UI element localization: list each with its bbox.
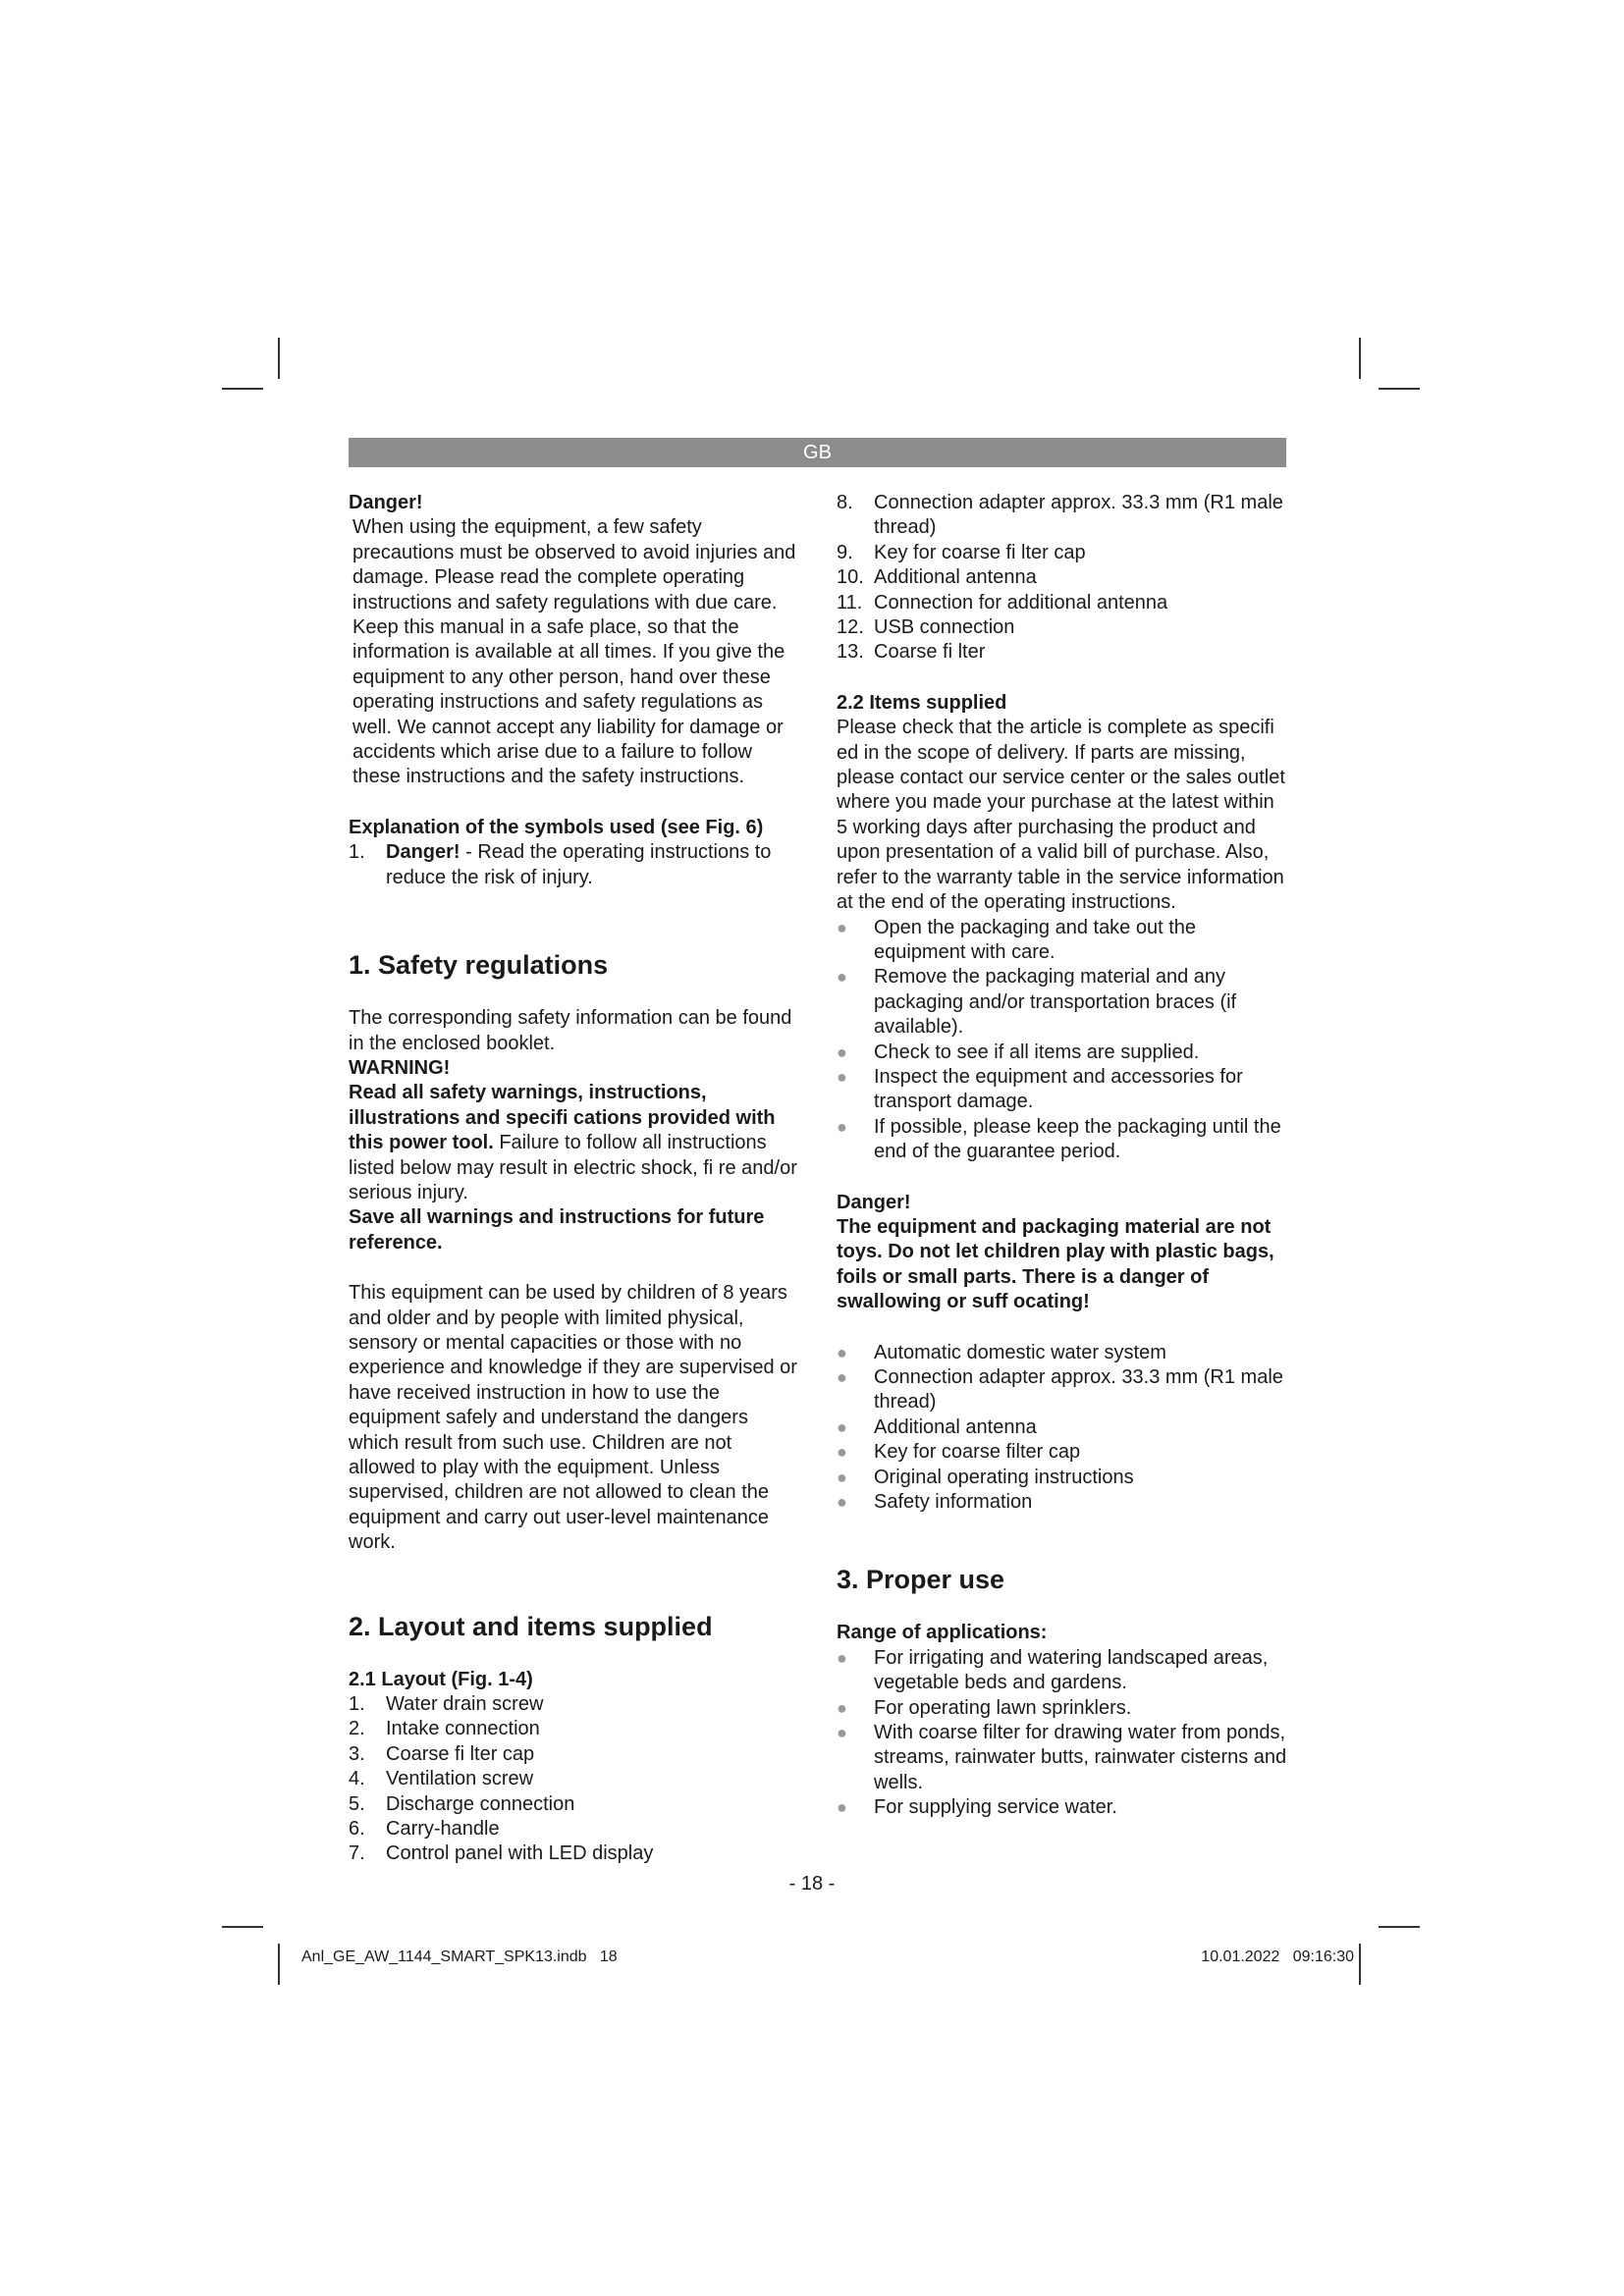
list-item-number: 3. (349, 1742, 365, 1765)
bullet-dot-icon: ● (837, 1116, 847, 1137)
list-item (837, 591, 1290, 615)
bullet-dot-icon: ● (837, 1442, 847, 1463)
list-item-text: With coarse filter for drawing water from ponds, streams, rainwater butts, rainwater cisterns and wells. (874, 1722, 1287, 1793)
layout-title: 2.1 Layout (Fig. 1-4) (349, 1668, 533, 1690)
list-item (837, 1466, 1290, 1490)
list-item-number: 4. (349, 1768, 365, 1790)
list-item-text: If possible, please keep the packaging until the end of the guarantee period. (874, 1115, 1281, 1163)
timestamp: 10.01.2022 09:16:30 (1201, 1949, 1354, 1965)
list-item-text: Additional antenna (874, 1415, 1037, 1438)
language-code: GB (803, 442, 832, 463)
list-item-text: Connection for additional antenna (874, 591, 1168, 614)
list-item (837, 640, 1290, 665)
save-instructions: Save all warnings and instructions for future reference. (349, 1206, 765, 1254)
layout-list-continued (837, 491, 1290, 666)
bullet-dot-icon: ● (837, 1342, 847, 1362)
list-item-text: Coarse fi lter cap (386, 1742, 535, 1765)
list-item (837, 565, 1290, 590)
list-item-number: 12. (837, 616, 864, 639)
bullet-dot-icon: ● (837, 1492, 847, 1513)
list-item-text: Water drain screw (386, 1693, 544, 1716)
list-item (837, 1415, 1290, 1440)
list-item-number: 11. (837, 591, 863, 614)
crop-mark-bottom-left-horizontal (222, 1926, 263, 1928)
right-column (837, 491, 1290, 1821)
list-item-text: Safety information (874, 1491, 1033, 1514)
list-item-text: For supplying service water. (874, 1796, 1117, 1819)
list-item (837, 1696, 1290, 1721)
danger-text: When using the equipment, a few safety precautions must be observed to avoid injuries and damage. Please read the complete operating instructions and safety regulations with due care. Keep this manual in a safe place, so that the information is available at all times. If you give the equipment to any other person, hand over these operating instructions and safety regulations as well. We cannot accept any liability for damage or accidents which arise due to a failure to follow these instructions and the safety instructions. (352, 516, 796, 788)
list-item (349, 1767, 800, 1791)
list-item (349, 1817, 800, 1842)
section-2-title: 2. Layout and items supplied (349, 1611, 713, 1641)
list-item (837, 1341, 1290, 1365)
list-item (837, 1490, 1290, 1515)
symbols-title: Explanation of the symbols used (see Fig. 6) (349, 816, 764, 838)
bullet-dot-icon: ● (837, 1467, 847, 1487)
bullet-dot-icon: ● (837, 1797, 847, 1818)
bullet-dot-icon: ● (837, 1367, 847, 1387)
crop-mark-top-left-vertical (278, 338, 280, 379)
list-item-text: Key for coarse filter cap (874, 1441, 1081, 1464)
list-item-number: 1. (349, 1693, 365, 1716)
page-number: - 18 - (788, 1873, 836, 1895)
children-paragraph: This equipment can be used by children of 8 years and older and by people with limited physical, sensory or mental capacities or those with no experience and knowledge if they are supervised or have received instruction in how to use the equipment safely and understand the dangers which result from such use. Children are not allowed to play with the equipment. Unless supervised, children are not allowed to clean the equipment and carry out user-level maintenance work. (349, 1282, 797, 1554)
list-item (837, 1065, 1290, 1115)
list-item-number: 8. (837, 492, 853, 513)
list-item (837, 541, 1290, 565)
list-item-text: Coarse fi lter (874, 641, 986, 664)
list-item-number: 7. (349, 1842, 365, 1865)
list-item-number: 9. (837, 541, 853, 563)
symbols-item-bold: Danger! (386, 841, 460, 864)
crop-mark-top-left-horizontal (222, 388, 263, 390)
bullet-dot-icon: ● (837, 1416, 847, 1437)
bullet-dot-icon: ● (837, 1647, 847, 1668)
bullet-dot-icon: ● (837, 1066, 847, 1087)
danger-title: Danger! (349, 492, 423, 513)
layout-list (349, 1692, 800, 1867)
list-item-number: 5. (349, 1792, 365, 1815)
range-title: Range of applications: (837, 1622, 1048, 1644)
list-item-text: Ventilation screw (386, 1768, 534, 1790)
list-item-text: Remove the packaging material and any packaging and/or transportation braces (if available). (874, 966, 1237, 1039)
section-1-intro: The corresponding safety information can be found in the enclosed booklet. (349, 1007, 792, 1054)
check-list (837, 916, 1290, 1165)
bullet-dot-icon: ● (837, 1041, 847, 1062)
list-item-text: Control panel with LED display (386, 1842, 654, 1865)
list-item (349, 1692, 800, 1717)
list-item-text: Open the packaging and take out the equipment with care. (874, 916, 1197, 963)
list-item (349, 1717, 800, 1741)
warning-paragraph (349, 1081, 800, 1205)
list-item-text: Additional antenna (874, 566, 1037, 589)
list-item-text: Check to see if all items are supplied. (874, 1041, 1200, 1063)
language-header-band (349, 438, 1286, 467)
list-item-text: Discharge connection (386, 1792, 575, 1815)
list-item (837, 1041, 1290, 1065)
list-item-text: For operating lawn sprinklers. (874, 1696, 1132, 1719)
warning-text: Failure to follow all instructions listed below may result in electric shock, fi re and/or serious injury. (349, 1132, 797, 1203)
symbols-list (349, 840, 800, 890)
list-item (837, 1115, 1290, 1165)
list-item (837, 1365, 1290, 1415)
list-item (837, 1440, 1290, 1465)
list-item-text: USB connection (874, 616, 1015, 639)
list-item (837, 1721, 1290, 1795)
crop-mark-top-right-horizontal (1379, 388, 1420, 390)
list-item (349, 1742, 800, 1767)
list-item-text: Carry-handle (386, 1818, 500, 1841)
list-item (837, 491, 1290, 541)
warning-label: WARNING! (349, 1056, 451, 1079)
list-item (837, 1646, 1290, 1696)
left-column (349, 491, 800, 1867)
list-item-number: 6. (349, 1818, 365, 1841)
items-supplied-intro: Please check that the article is complete as specifi ed in the scope of delivery. If parts are missing, please contact our service center or the sales outlet where you made your purchase at the latest within 5 working days after purchasing the product and upon presentation of a valid bill of purchase. Also, refer to the warranty table in the service information at the end of the operating instructions. (837, 717, 1285, 914)
bullet-dot-icon: ● (837, 967, 847, 988)
crop-mark-bottom-right-horizontal (1379, 1926, 1420, 1928)
warning-bold: Read all safety warnings, instructions, illustrations and specifi cations provided with this power tool. (349, 1082, 776, 1154)
crop-mark-top-right-vertical (1359, 338, 1361, 379)
list-item (837, 1795, 1290, 1820)
list-item-text: Original operating instructions (874, 1466, 1134, 1488)
list-item-number: 10. (837, 566, 864, 589)
supplied-list (837, 1341, 1290, 1516)
list-item-text: Intake connection (386, 1718, 540, 1740)
list-item-text: Connection adapter approx. 33.3 mm (R1 male thread) (874, 492, 1283, 539)
list-item (837, 916, 1290, 966)
bullet-dot-icon: ● (837, 1723, 847, 1743)
list-item (837, 615, 1290, 640)
file-name: Anl_GE_AW_1144_SMART_SPK13.indb 18 (301, 1949, 618, 1965)
list-item-text: Key for coarse fi lter cap (874, 541, 1086, 563)
section-1-title: 1. Safety regulations (349, 950, 609, 981)
list-item-number: 13. (837, 641, 864, 664)
list-item-text: For irrigating and watering landscaped areas, vegetable beds and gardens. (874, 1646, 1269, 1694)
range-list (837, 1646, 1290, 1821)
list-item (349, 1842, 800, 1866)
list-item-number: 2. (349, 1718, 365, 1740)
bullet-dot-icon: ● (837, 917, 847, 937)
list-item-text: Inspect the equipment and accessories for transport damage. (874, 1065, 1243, 1113)
crop-mark-bottom-right-vertical (1359, 1944, 1361, 1985)
list-item-text: Automatic domestic water system (874, 1341, 1166, 1363)
crop-mark-bottom-left-vertical (278, 1944, 280, 1985)
bullet-dot-icon: ● (837, 1697, 847, 1718)
list-item (349, 1792, 800, 1817)
list-item: 1. Danger! - Read the operating instructions to reduce the risk of injury. (349, 841, 772, 888)
list-item-text: Connection adapter approx. 33.3 mm (R1 male thread) (874, 1366, 1283, 1414)
items-supplied-title: 2.2 Items supplied (837, 691, 1007, 714)
section-3-title: 3. Proper use (837, 1565, 1005, 1595)
danger-title-2: Danger! (837, 1191, 911, 1213)
danger-text-2: The equipment and packaging material are not toys. Do not let children play with plastic bags, foils or small parts. There is a danger of swallowing or suff ocating! (837, 1215, 1274, 1313)
symbols-item-text: - Read the operating instructions to reduce the risk of injury. (386, 841, 772, 888)
list-item (837, 965, 1290, 1040)
